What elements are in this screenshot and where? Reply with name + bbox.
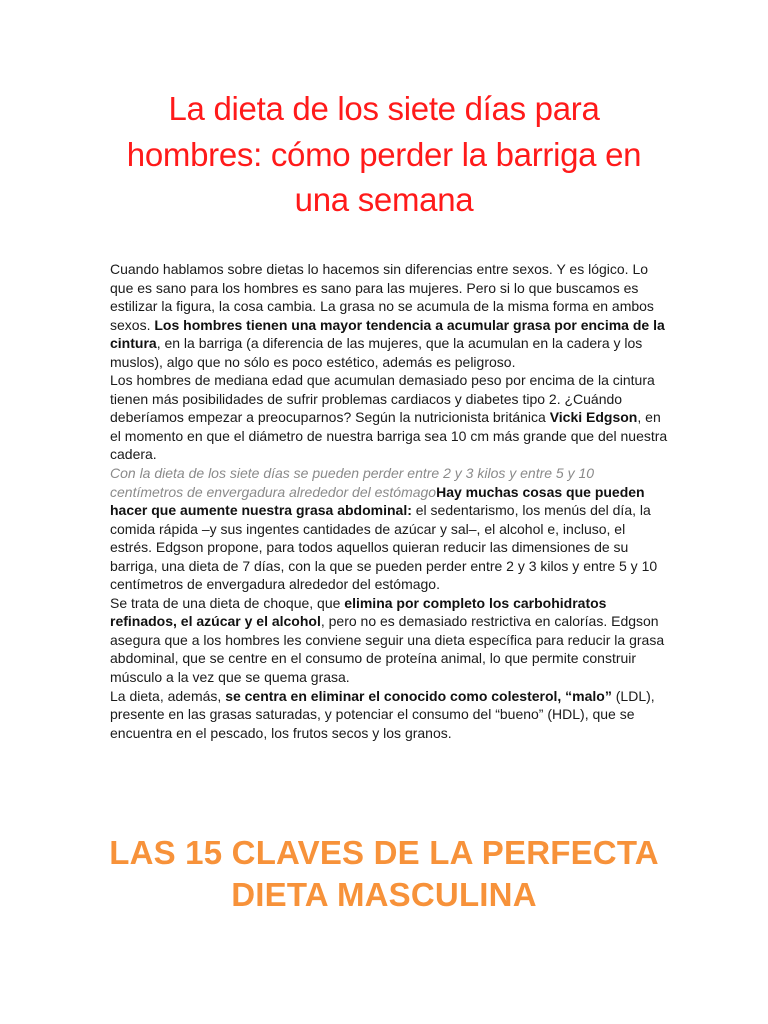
bold-text-run: se centra en eliminar el conocido como colesterol, “malo”	[225, 687, 612, 704]
paragraph-intro	[110, 260, 670, 371]
paragraph-health-risk	[110, 371, 670, 464]
italic-caption-text: Con la dieta de los siete días se pueden perder entre 2 y 3 kilos y entre 5 y 10 centímetros de envergadura alrededor del estómago	[110, 465, 595, 500]
text-run: La dieta, además,	[110, 687, 226, 704]
text-run: Se trata de una dieta de choque, que	[110, 594, 345, 611]
paragraph-shock-diet	[110, 594, 670, 687]
section-heading: LAS 15 CLAVES DE LA PERFECTA DIETA MASCULINA	[109, 834, 659, 913]
text-run: Cuando hablamos sobre dietas lo hacemos sin diferencias entre sexos. Y es lógico. Lo que es sano para los hombres es sano para las mujeres. Pero si lo que buscamos es estilizar la figura, la cosa cambia. La grasa no se acumula de la misma forma en ambos sexos.	[110, 261, 654, 333]
paragraph-cholesterol	[110, 687, 670, 743]
text-run: , en la barriga (a diferencia de las mujeres, que la acumulan en la cadera y los muslos), algo que no sólo es poco estético, además es peligroso.	[110, 335, 643, 370]
text-run: , en el momento en que el diámetro de nuestra barriga sea 10 cm más grande que del nuestra cadera.	[110, 409, 668, 463]
text-run: (LDL), presente en las grasas saturadas, y potenciar el consumo del “bueno” (HDL), que se encuentra en el pescado, los frutos secos y los granos.	[110, 687, 655, 741]
bold-text-run: Vicki Edgson	[549, 409, 638, 426]
text-run: Los hombres de mediana edad que acumulan demasiado peso por encima de la cintura tienen más posibilidades de sufrir problemas cardiacos y diabetes tipo 2. ¿Cuándo deberíamos empezar a preocuparnos? Según la nutricionista británica	[110, 372, 655, 426]
bold-text-run: Los hombres tienen una mayor tendencia a acumular grasa por encima de la cintura	[110, 316, 665, 352]
page-title: La dieta de los siete días para hombres: cómo perder la barriga en una semana	[126, 90, 642, 218]
text-run: , pero no es demasiado restrictiva en calorías. Edgson asegura que a los hombres les conviene seguir una dieta específica para reducir la grasa abdominal, que se centre en el consumo de proteína animal, lo que permite construir músculo a la vez que se quema grasa.	[110, 613, 665, 686]
article-body	[110, 260, 670, 742]
paragraph-causes	[110, 464, 670, 594]
bold-text-run: elimina por completo los carbohidratos refinados, el azúcar y el alcohol	[110, 594, 607, 630]
text-run: el sedentarismo, los menús del día, la comida rápida –y sus ingentes cantidades de azúcar y sal–, el alcohol e, incluso, el estrés. Edgson propone, para todos aquellos quieran reducir las dimensiones de su barriga, una dieta de 7 días, con la que se pueden perder entre 2 y 3 kilos y entre 5 y 10 centímetros de envergadura alrededor del estómago.	[110, 502, 658, 593]
bold-text-run: Hay muchas cosas que pueden hacer que aumente nuestra grasa abdominal:	[110, 483, 645, 519]
